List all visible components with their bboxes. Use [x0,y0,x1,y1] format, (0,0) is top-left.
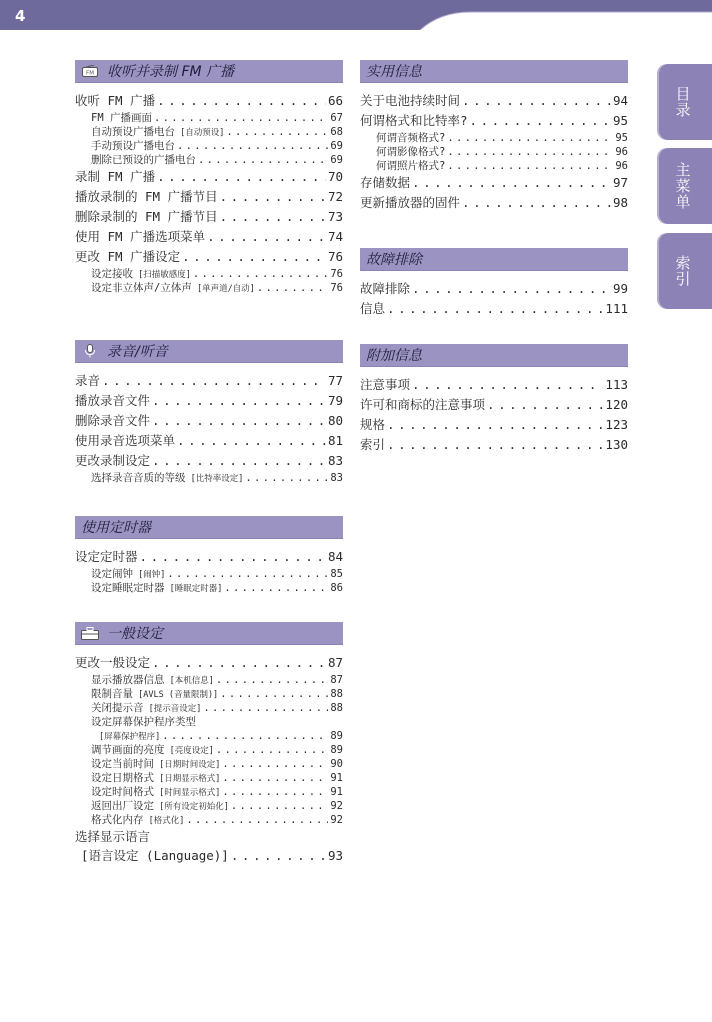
page-ref: 120 [605,397,628,412]
toc-entry[interactable] [75,567,343,581]
toc-entry[interactable] [75,281,343,295]
entry-title: 设定时间格式 [时间显示格式] [91,786,221,798]
dot-leader [220,207,326,227]
page-ref: 89 [330,730,343,742]
toc-entry[interactable] [75,785,343,799]
page-ref: 80 [327,413,343,428]
toc-entry[interactable] [360,159,628,173]
tab-main-menu[interactable] [657,148,712,224]
entry-title: 信息 [360,301,386,316]
toc-entry[interactable] [75,581,343,595]
entry-title: 设定非立体声/立体声 [单声道/自动] [91,282,255,294]
entry-title: 选择录音音质的等级 [比特率设定] [91,472,244,484]
tab-contents-label: 目录 [673,86,692,118]
entry-title: 注意事项 [360,377,411,392]
toc-entry[interactable] [360,279,628,299]
dot-leader [167,567,328,581]
entry-note: [扫描敏感度] [133,270,191,280]
section-header [360,248,628,271]
dot-leader [231,847,326,865]
toc-entry[interactable] [360,299,628,319]
page-ref: 90 [330,758,343,770]
page-ref: 72 [327,189,343,204]
entry-note: [本机信息] [164,676,214,686]
entry-note: [AVLS (音量限制)] [133,690,219,700]
page-ref: 92 [330,814,343,826]
toc-section [75,60,343,295]
dot-leader [220,187,326,207]
page-ref: 87 [330,674,343,686]
entry-title: 关于电池持续时间 [360,93,461,108]
top-banner [0,0,712,30]
toc-entry[interactable] [360,435,628,455]
page-ref: 87 [327,655,343,670]
toc-entry[interactable] [75,757,343,771]
entry-title: 使用录音选项菜单 [75,433,176,448]
dot-leader [447,131,613,145]
dot-leader [182,247,326,267]
toc-entry[interactable] [75,125,343,139]
section-header [75,60,343,83]
toc-entry[interactable] [75,227,343,247]
dot-leader [152,451,326,471]
entry-title: 设定日期格式 [日期显示格式] [91,772,221,784]
dot-leader [412,279,611,299]
dot-leader [226,125,328,139]
dot-leader [203,701,328,715]
dot-leader [245,471,328,485]
page-ref: 96 [615,146,628,158]
page-ref: 95 [615,132,628,144]
page-ref: 130 [605,437,628,452]
toc-entry[interactable] [360,375,628,395]
entry-title: 调节画面的亮度 [亮度设定] [91,744,214,756]
section-title: 故障排除 [366,252,422,268]
page-ref: 88 [330,702,343,714]
toc-section [75,340,343,485]
svg-text:FM: FM [86,70,94,77]
tab-index-label: 索引 [673,255,692,287]
tab-index[interactable] [657,233,712,309]
section-title: 收听并录制 FM 广播 [107,64,235,80]
toc-entry[interactable] [75,371,343,391]
dot-leader [152,411,326,431]
entry-title: 设定睡眠定时器 [睡眠定时器] [91,582,223,594]
dot-leader [222,785,328,799]
toc-entry[interactable] [360,173,628,193]
toc-entry[interactable] [360,395,628,415]
dot-leader [140,547,326,567]
dot-leader [447,145,613,159]
entry-title: 规格 [360,417,386,432]
entry-title: 设定屏幕保护程序类型 [91,716,196,728]
page-ref: 96 [615,160,628,172]
page-ref: 94 [612,93,628,108]
toc-entry[interactable] [75,471,343,485]
dot-leader [387,435,603,455]
dot-leader [231,799,328,813]
page-ref: 83 [330,472,343,484]
page-ref: 66 [327,93,343,108]
dot-leader [222,771,328,785]
entry-title: 何谓格式和比特率? [360,113,468,128]
entry-note: [时间显示格式] [154,788,221,798]
page-ref: 89 [330,744,343,756]
section-header [360,60,628,83]
toc-entry[interactable] [75,827,343,847]
dot-leader [447,159,613,173]
toc-section [75,622,343,865]
page-ref: 70 [327,169,343,184]
dot-leader [257,281,329,295]
page-ref: 76 [327,249,343,264]
toc-entry[interactable] [75,111,343,125]
page-ref: 111 [605,301,628,316]
dot-leader [462,193,611,213]
page-ref: 83 [327,453,343,468]
entry-title: 设定闹钟 [闹钟] [91,568,166,580]
dot-leader [152,653,326,673]
dot-leader [216,743,328,757]
toc-entry[interactable] [75,153,343,167]
toc-entry[interactable] [75,687,343,701]
page-ref: 91 [330,772,343,784]
dot-leader [207,227,326,247]
microphone-icon [81,344,99,358]
page-ref: 76 [330,282,343,294]
page-ref: 86 [330,582,343,594]
toc-entry[interactable] [360,111,628,131]
toc-entry[interactable] [360,131,628,145]
page-ref: 67 [330,112,343,124]
page-ref: 81 [327,433,343,448]
toc-entry[interactable] [360,91,628,111]
toc-entry[interactable] [75,729,343,743]
toc-entry[interactable] [75,391,343,411]
dot-leader [154,111,328,125]
entry-title: 删除录制的 FM 广播节目 [75,209,218,224]
page-ref: 91 [330,786,343,798]
dot-leader [186,813,328,827]
section-title: 附加信息 [366,348,422,364]
toc-entry[interactable] [75,813,343,827]
dot-leader [193,267,328,281]
page-ref: 123 [605,417,628,432]
toc-entry[interactable] [75,771,343,785]
toc-entry[interactable] [75,673,343,687]
dot-leader [222,757,328,771]
toc-entry[interactable] [360,145,628,159]
entry-title: 何谓照片格式? [376,160,446,172]
toc-entry[interactable] [75,139,343,153]
entry-title: 自动预设广播电台 [自动预设] [91,126,225,138]
dot-leader [152,391,326,411]
entry-title: 格式化内存 [格式化] [91,814,185,826]
toc-entry[interactable] [75,847,343,865]
page-ref: 74 [327,229,343,244]
dot-leader [157,91,326,111]
page-number: 4 [15,7,26,25]
page-ref: 69 [330,140,343,152]
entry-title: 存储数据 [360,175,411,190]
entry-note: [日期时间设定] [154,760,221,770]
toc-entry[interactable] [75,653,343,673]
entry-note: [格式化] [143,816,185,826]
toc-section [360,60,628,213]
entry-title: 设定当前时间 [日期时间设定] [91,758,221,770]
dot-leader [162,729,328,743]
entry-note: [亮度设定] [164,746,214,756]
entry-note: [屏幕保护程序] [99,732,161,742]
page-ref: 68 [330,126,343,138]
entry-title: 更改 FM 广播设定 [75,249,181,264]
entry-title: 更改一般设定 [75,655,151,670]
page-ref: 79 [327,393,343,408]
dot-leader [487,395,603,415]
entry-title: 更新播放器的固件 [360,195,461,210]
section-header [75,516,343,539]
page-ref: 98 [612,195,628,210]
entry-note: [所有设定初始化] [154,802,229,812]
fm-radio-icon [81,64,99,78]
section-title: 实用信息 [366,64,422,80]
entry-title: 限制音量 [AVLS (音量限制)] [91,688,219,700]
toc-entry[interactable] [75,247,343,267]
dot-leader [224,581,328,595]
tab-contents[interactable] [657,64,712,140]
toc-entry[interactable] [75,451,343,471]
toc-entry[interactable] [75,411,343,431]
entry-title: 何谓影像格式? [376,146,446,158]
entry-title: 返回出厂设定 [所有设定初始化] [91,800,229,812]
entry-title: 收听 FM 广播 [75,93,156,108]
entry-note: [比特率设定] [185,474,244,484]
entry-title: 播放录制的 FM 广播节目 [75,189,218,204]
entry-title: 手动预设广播电台 [91,140,175,152]
dot-leader [102,371,326,391]
entry-title: 录音 [75,373,101,388]
entry-note: [闹钟] [133,570,166,580]
page-ref: 97 [612,175,628,190]
entry-title: 索引 [360,437,386,452]
tab-main-menu-label: 主菜单 [673,162,692,210]
entry-title: 更改录制设定 [75,453,151,468]
entry-note: [提示音设定] [143,704,202,714]
toolbox-icon [81,626,99,640]
dot-leader [387,299,603,319]
entry-title: 使用 FM 广播选项菜单 [75,229,206,244]
dot-leader [412,375,603,395]
section-header [75,622,343,645]
page-ref: 69 [330,154,343,166]
toc-entry[interactable] [75,431,343,451]
dot-leader [220,687,328,701]
entry-title: 许可和商标的注意事项 [360,397,486,412]
entry-title: 故障排除 [360,281,411,296]
dot-leader [216,673,328,687]
page-ref: 88 [330,688,343,700]
toc-entry[interactable] [75,91,343,111]
toc-entry[interactable] [75,207,343,227]
entry-title [99,729,160,743]
toc-entry[interactable] [75,267,343,281]
entry-note: [日期显示格式] [154,774,221,784]
toc-entry[interactable] [360,415,628,435]
page-ref: 76 [330,268,343,280]
entry-title: 何谓音频格式? [376,132,446,144]
toc-entry[interactable] [75,715,343,729]
page-ref: 85 [330,568,343,580]
dot-leader [470,111,611,131]
toc-entry[interactable] [75,547,343,567]
dot-leader [462,91,611,111]
toc-entry[interactable] [75,743,343,757]
entry-title: 录制 FM 广播 [75,169,156,184]
dot-leader [387,415,603,435]
section-title: 使用定时器 [81,520,151,536]
toc-entry[interactable] [75,701,343,715]
dot-leader [177,139,328,153]
section-header [360,344,628,367]
page-ref: 93 [327,848,343,863]
entry-title: [语言设定 (Language)] [81,848,229,863]
entry-note: [单声道/自动] [191,284,255,294]
section-title: 录音/听音 [107,344,168,360]
page-ref: 92 [330,800,343,812]
entry-title: 关闭提示音 [提示音设定] [91,702,202,714]
page-ref: 99 [612,281,628,296]
entry-title: 显示播放器信息 [本机信息] [91,674,214,686]
toc-entry[interactable] [75,799,343,813]
dot-leader [177,431,326,451]
entry-title: 设定定时器 [75,549,138,564]
toc-entry[interactable] [75,187,343,207]
section-header [75,340,343,363]
entry-title: 删除已预设的广播电台 [91,154,196,166]
section-title: 一般设定 [107,626,163,642]
entry-title: 设定接收 [扫描敏感度] [91,268,191,280]
dot-leader [198,153,328,167]
toc-section [360,248,628,319]
dot-leader [157,167,326,187]
entry-title: FM 广播画面 [91,112,152,124]
page-ref: 77 [327,373,343,388]
dot-leader [412,173,611,193]
page-ref: 84 [327,549,343,564]
entry-title: 播放录音文件 [75,393,151,408]
entry-note: [自动预设] [175,128,225,138]
toc-section [360,344,628,455]
entry-title: 删除录音文件 [75,413,151,428]
entry-title: 选择显示语言 [75,829,151,844]
toc-section [75,516,343,595]
page-ref: 73 [327,209,343,224]
toc-entry[interactable] [75,167,343,187]
entry-note: [睡眠定时器] [164,584,223,594]
toc-entry[interactable] [360,193,628,213]
page-ref: 95 [612,113,628,128]
page-ref: 113 [605,377,628,392]
